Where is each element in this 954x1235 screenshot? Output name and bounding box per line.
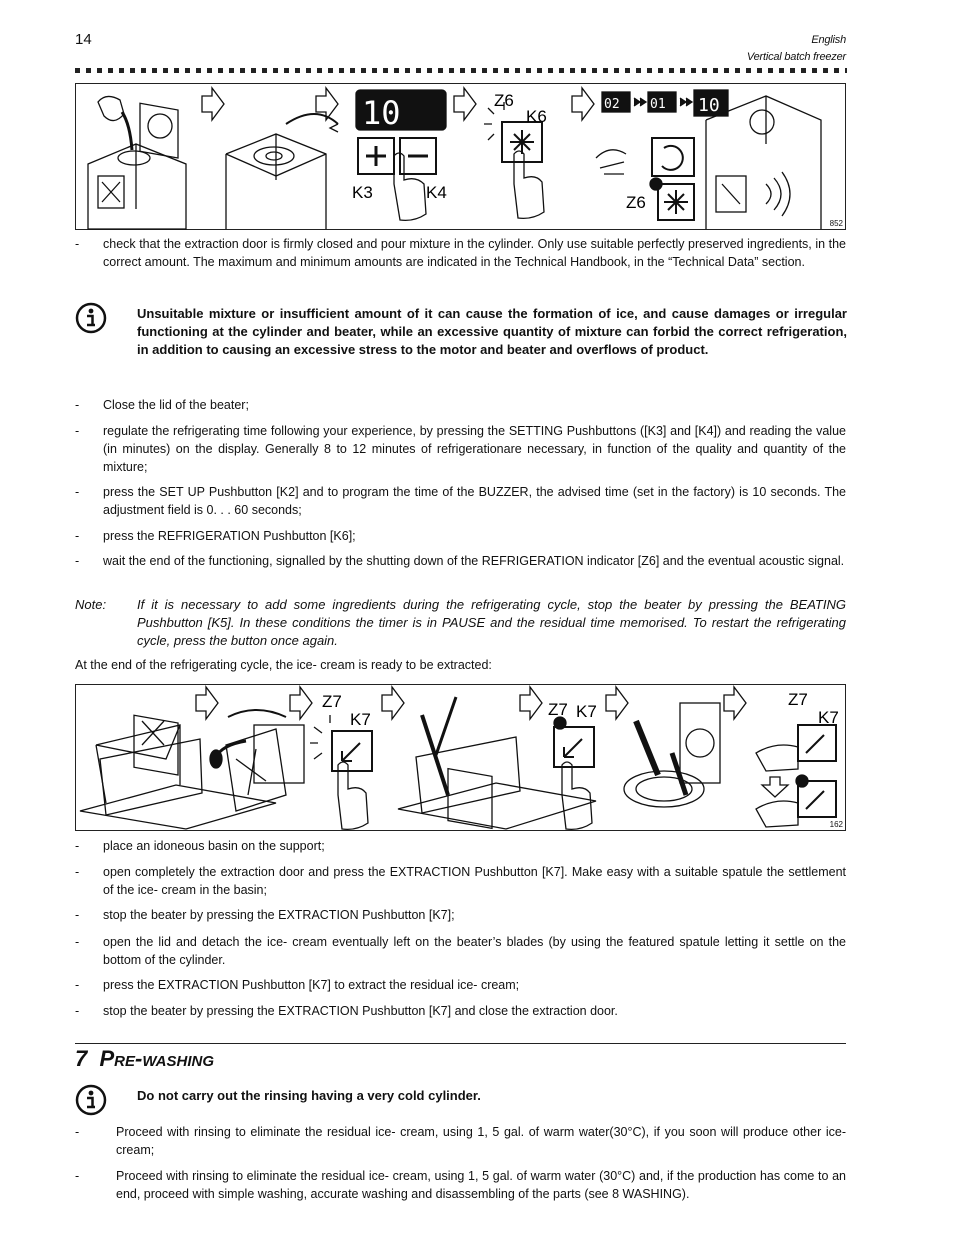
section-number: 7 <box>75 1046 88 1071</box>
list-item: - press the SET UP Pushbutton [K2] and to program the time of the BUZZER, the advised time (set in the factory) is 10 seconds. The adjustment field is 0. . . 60 seconds; <box>75 485 846 517</box>
label-k3: K3 <box>352 183 373 202</box>
dotted-header-rule <box>75 68 847 73</box>
hand-press-icon-1 <box>394 153 426 220</box>
list-item: - press the REFRIGERATION Pushbutton [K6]; <box>75 529 356 543</box>
header-product: Vertical batch freezer <box>746 51 846 63</box>
section-heading: Pre-washing <box>99 1046 214 1071</box>
note-block <box>75 596 846 650</box>
arrow-right-icon-8 <box>520 687 542 719</box>
figure-extraction-steps <box>75 684 846 831</box>
arrow-right-icon-6 <box>290 687 312 719</box>
list-item: - wait the end of the functioning, signalled by the shutting down of the REFRIGERATION indicator [Z6] and the eventual acoustic signal. <box>75 554 845 568</box>
label-k4: K4 <box>426 183 447 202</box>
list-item: - Proceed with rinsing to eliminate the residual ice- cream, using 1, 5 gal. of warm water(30°C), if you soon will produce other ice- cream; <box>75 1125 846 1157</box>
label-z7-b: Z7 <box>548 700 568 719</box>
label-z7-a: Z7 <box>322 692 342 711</box>
list-item: - stop the beater by pressing the EXTRACTION Pushbutton [K7]; <box>75 908 455 922</box>
arrow-right-icon-3 <box>454 88 476 120</box>
arrow-right-icon-7 <box>382 687 404 719</box>
arrow-right-icon-4 <box>572 88 594 120</box>
arrow-right-icon-10 <box>724 687 746 719</box>
list-item: - place an idoneous basin on the support; <box>75 839 325 853</box>
label-k7-b: K7 <box>576 702 597 721</box>
figure-number: 162 <box>829 820 843 829</box>
display-seq-2: 01 <box>650 97 666 112</box>
display-seq-3: 10 <box>698 95 720 116</box>
pour-jug <box>98 96 124 120</box>
section-rule <box>75 1043 846 1044</box>
figure-1-illustration <box>76 84 847 231</box>
display-seq-1: 02 <box>604 97 620 112</box>
info-icon <box>75 302 107 334</box>
arrow-right-icon-9 <box>606 687 628 719</box>
list-item: - Proceed with rinsing to eliminate the residual ice- cream, using 1, 5 gal. of warm water (30°C) and, if the production has come to an end, proceed with simple washing, accurate washing and disassembling of the parts (see 8 WASHING). <box>75 1169 846 1201</box>
label-k7-c: K7 <box>818 708 839 727</box>
arrow-right-icon-5 <box>196 687 218 719</box>
label-k7-a: K7 <box>350 710 371 729</box>
figure-number: 852 <box>829 219 843 228</box>
label-z6-top: Z6 <box>494 91 514 110</box>
list-item: - open completely the extraction door and press the EXTRACTION Pushbutton [K7]. Make easy with a suitable spatule the settlement of the ice- cream in the basin; <box>75 865 846 897</box>
label-z7-c: Z7 <box>788 690 808 709</box>
extraction-intro: At the end of the refrigerating cycle, the ice- cream is ready to be extracted: <box>75 658 492 672</box>
display-value: 10 <box>362 94 401 132</box>
snowflake-icon-1 <box>510 130 534 154</box>
figure-2-illustration <box>76 685 847 832</box>
note-label: Note: <box>75 597 107 612</box>
figure-refrigeration-steps <box>75 83 846 230</box>
arrow-right-icon-1 <box>202 88 224 120</box>
header-language: English <box>811 34 846 46</box>
info-icon <box>75 1084 107 1116</box>
list-item: - press the EXTRACTION Pushbutton [K7] to extract the residual ice- cream; <box>75 978 520 992</box>
list-item: - open the lid and detach the ice- cream eventually left on the beater’s blades (by using the featured spatule letting it settle on the bottom of the cylinder. <box>75 935 846 967</box>
page-number: 14 <box>75 31 92 48</box>
hand-press-icon-6 <box>756 801 798 827</box>
sound-waves <box>766 172 790 216</box>
snowflake-icon-2 <box>664 190 688 214</box>
warning-cold-cylinder: Do not carry out the rinsing having a very cold cylinder. <box>137 1088 481 1103</box>
list-item: - check that the extraction door is firmly closed and pour mixture in the cylinder. Only use suitable perfectly preserved ingredients, in the correct amount. The maximum and minimum amounts are indicated in the Technical Handbook, in the “Technical Data” section. <box>75 237 846 269</box>
list-item: - Close the lid of the beater; <box>75 398 249 412</box>
hand-press-icon-3 <box>338 762 368 829</box>
warning-mixture: Unsuitable mixture or insufficient amount of it can cause the formation of ice, and cause damages or irregular functioning at the cylinder and beater, while an excessive quantity of mixture can forbid the correct refrigeration, in addition to causing an excessive stress to the motor and beater and overflows of product. <box>137 306 847 357</box>
note-text: If it is necessary to add some ingredients during the refrigerating cycle, stop the beater by pressing the BEATING Pushbutton [K5]. In these conditions the timer is in PAUSE and the residual time memorised. To restart the refrigerating cycle, press the button once again. <box>137 597 846 648</box>
list-item: - stop the beater by pressing the EXTRACTION Pushbutton [K7] and close the extraction door. <box>75 1004 618 1018</box>
section-title <box>75 1046 214 1072</box>
label-z6-bottom: Z6 <box>626 193 646 212</box>
label-k6: K6 <box>526 107 547 126</box>
hand-press-icon-5 <box>756 745 798 771</box>
list-item: - regulate the refrigerating time following your experience, by pressing the SETTING Pushbuttons ([K3] and [K4]) and reading the value (in minutes) on the display. Generally 8 to 12 minutes of refrigerationare necessary, in function of the quality and quantity of the mixture; <box>75 424 846 474</box>
